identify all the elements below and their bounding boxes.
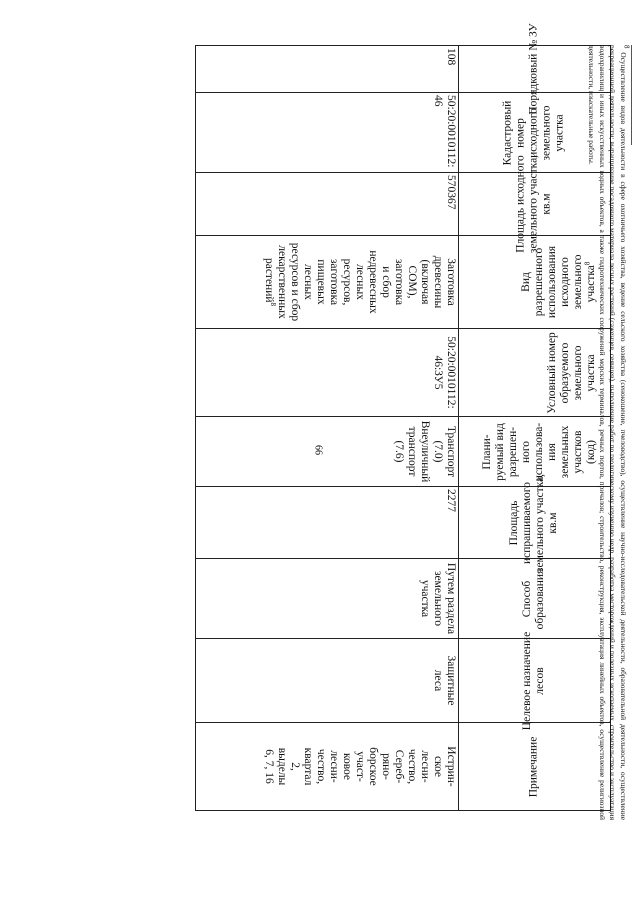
cell-line: Сереб-	[393, 749, 406, 784]
header-line: руемый вид	[494, 422, 507, 481]
footnote-text: Осуществление видов деятельности в сфере охотничьего хозяйства, ведение сельского хозяйства (сенокошение, пчеловодство), осуществление научно-исследовательской деятельности, образовательной деятельности, осуществление рекреационной деятельности; выращивание посадочного материала лесных растений (саженцев, сеянцев), выполнение работ по геологическому изучению недр, разработка месторождений и полезных ископаемых, строительство и эксплуатация водохранилищ и иных искусственных водных объектов, а также гидротехнических сооружений морских терминалов, речных портов, причалов; строительство, реконструкция, эксплуатация линейных объектов, осуществление религиозной деятельности, изыскательные работы.	[586, 45, 628, 820]
cell-line: ряно-	[380, 753, 393, 780]
cell-line: пищевых	[315, 259, 328, 305]
header-line: Плани-	[481, 433, 494, 470]
cell-line: Заготовка	[445, 258, 457, 306]
cell-line: ресурсов,	[341, 258, 354, 306]
header-line: земельного	[540, 104, 553, 161]
cell-line: Путем раздела	[445, 562, 457, 635]
cell-line: 2,	[289, 762, 302, 771]
cell-line: лесни-	[419, 750, 432, 783]
cell-forest-purpose	[196, 639, 459, 723]
cell-line: 46	[432, 95, 445, 107]
cell-line: Защитные	[445, 655, 457, 706]
cell-line: 570367	[445, 175, 457, 210]
header-line: Площадь исходного	[515, 155, 528, 253]
header-line: Целевое назначение	[521, 631, 534, 730]
footnote	[512, 45, 632, 820]
header-line: Вид	[520, 272, 533, 292]
cell-cadastral	[196, 93, 459, 173]
cell-line: чество,	[315, 748, 328, 785]
header-line: номер	[515, 117, 528, 148]
cell-line: заготовка	[393, 258, 406, 306]
footnote-ref: 8	[583, 261, 592, 266]
header-line: испрашиваемого	[521, 481, 534, 564]
header-line: Условный номер	[546, 331, 559, 414]
cell-line: земельного	[432, 570, 445, 627]
table-row	[196, 46, 459, 811]
header-line: земельного	[572, 344, 585, 401]
header-line: кв.м	[547, 511, 560, 534]
header-line: участков	[572, 430, 585, 473]
cell-line: 50:20:0010112:	[445, 95, 457, 168]
header-line: использова-	[533, 422, 546, 481]
cell-line: (7.0)	[432, 440, 445, 463]
header-line: разрешенного	[533, 247, 546, 317]
header-line: Кадастровый	[502, 100, 515, 165]
header-line: земельного участка,	[528, 154, 541, 254]
cell-line: участ-	[354, 751, 367, 782]
cell-line: 6, 7, 16	[263, 749, 276, 784]
header-line: разрешен-	[507, 426, 520, 477]
header-line: ного	[520, 440, 533, 463]
cell-permitted-use	[196, 236, 459, 329]
cell-line: борское	[367, 747, 380, 786]
header-line: (код)	[585, 439, 598, 464]
header-line: участка$^8$	[583, 261, 598, 303]
cell-line: Транспорт	[445, 425, 457, 478]
header-line: земельного участка,	[534, 473, 547, 572]
cell-line: Истрин-	[445, 746, 457, 787]
header-line: образования	[534, 568, 547, 629]
header-line: земельных	[559, 425, 572, 478]
cell-requested-area	[196, 487, 459, 559]
cell-line: выделы	[276, 747, 289, 786]
cell-line: СОМ),	[406, 265, 419, 299]
page-number: 66	[312, 445, 324, 455]
cell-line: лесных	[302, 264, 315, 300]
cell-note	[196, 723, 459, 811]
cell-line: 2277	[445, 489, 457, 512]
header-line: лесов	[534, 666, 547, 695]
cell-line: ковое	[341, 752, 354, 781]
cell-method	[196, 559, 459, 639]
cell-line: участка	[419, 579, 432, 618]
cell-source-area	[196, 173, 459, 236]
cell-line: транспорт	[406, 426, 419, 477]
cell-planned-use	[196, 417, 459, 487]
cell-line: и сбор	[380, 266, 393, 298]
cell-line: квартал	[302, 747, 315, 786]
cell-line: (включая	[419, 259, 432, 305]
header-line: использования	[546, 245, 559, 319]
header-line: земельного	[572, 254, 585, 310]
cell-line: (7.6)	[393, 440, 406, 463]
cell-line: древесины	[432, 255, 445, 309]
cell-line: ское	[432, 755, 445, 778]
header-line: Порядковый № ЗУ	[528, 23, 541, 115]
cell-line: лесных	[354, 264, 367, 300]
cell-line: лесни-	[328, 750, 341, 783]
cell-line: 50:20:0010112:	[445, 336, 457, 409]
footnote-marker: 8	[622, 45, 631, 49]
cell-line: лекарственных	[276, 245, 289, 319]
header-line: Способ	[521, 580, 534, 617]
cell-line: недревесных	[367, 250, 380, 314]
cell-line: 46:ЗУ5	[432, 355, 445, 390]
cell-line: ресурсов и сбор	[289, 242, 302, 322]
header-line: образуемого	[559, 342, 572, 403]
cell-line: леса	[432, 669, 445, 692]
header-line: участка	[553, 113, 566, 152]
header-line: участка	[585, 353, 598, 392]
cell-seq	[196, 46, 459, 93]
header-line: Площадь	[508, 500, 521, 545]
header-line: исходного	[528, 107, 541, 158]
cell-line: чество,	[406, 748, 419, 785]
header-line: исходного	[559, 257, 572, 307]
footnote-rule	[631, 45, 632, 145]
cell-conditional-number	[196, 329, 459, 417]
cell-line: растений$^8$	[263, 257, 278, 307]
cell-line: 108	[445, 48, 457, 66]
header-line: Примечание	[528, 736, 541, 797]
cell-line: заготовка	[328, 258, 341, 306]
header-line: ния	[546, 442, 559, 461]
header-line: кв.м	[540, 193, 553, 215]
footnote-ref: 8	[269, 302, 278, 307]
cell-line: Внеуличный	[419, 420, 432, 483]
